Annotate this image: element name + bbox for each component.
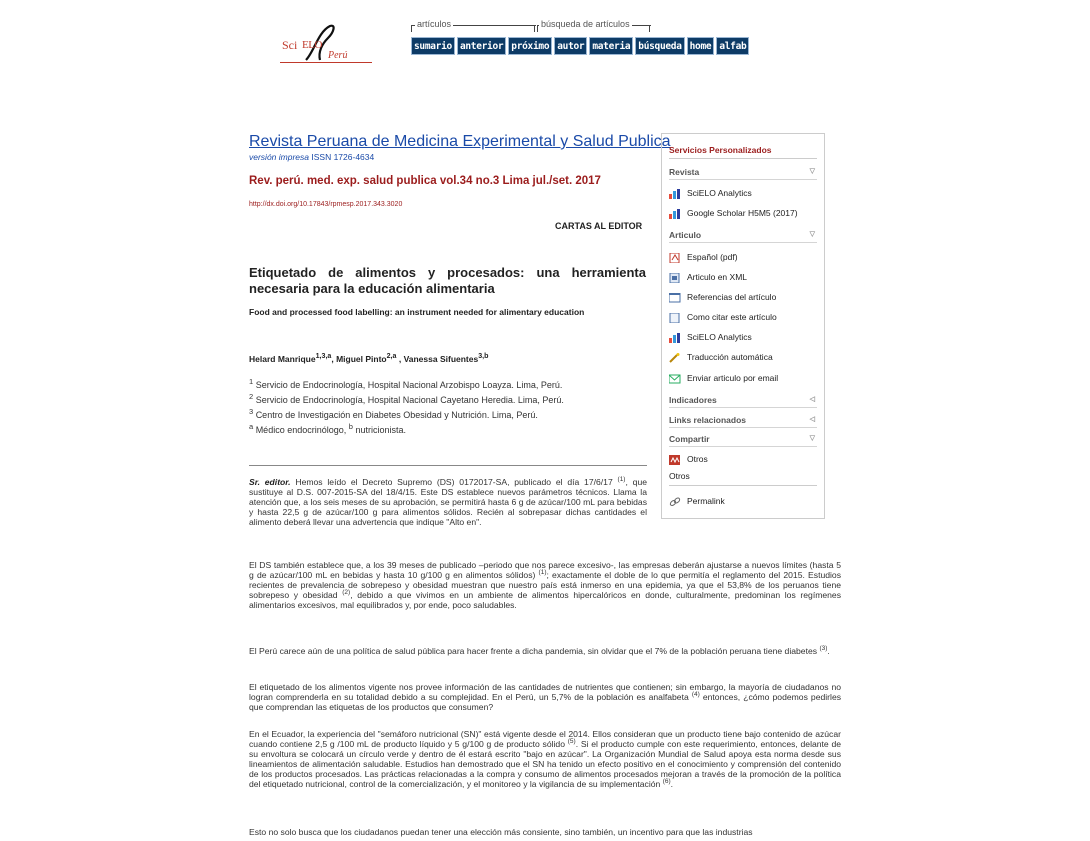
sidebar-item-google-scholar[interactable]: Google Scholar H5M5 (2017) — [669, 208, 798, 219]
sidebar-item-como-citar[interactable]: Como citar este artículo — [669, 312, 777, 323]
chevron-left-icon[interactable]: ◁ — [809, 396, 815, 403]
section-compartir[interactable]: Compartir ▽ — [669, 434, 817, 447]
author-sup: 3,b — [478, 352, 489, 360]
nav-busqueda-button[interactable]: búsqueda — [635, 37, 684, 55]
services-sidebar — [661, 133, 825, 519]
article-title: Etiquetado de alimentos y procesados: una herramienta necesaria para la educación alimentaria — [249, 265, 646, 296]
chevron-down-icon[interactable]: ▽ — [809, 435, 815, 442]
author-name: Helard Manrique — [249, 353, 316, 364]
logo-underline — [280, 62, 372, 63]
issn-value: ISSN 1726-4634 — [311, 152, 375, 162]
body-paragraph-4: El etiquetado de los alimentos vigente nos provee información de las cantidades de nutrientes que contienen; sin embargo, la mayoría de ciudadanos no logran comprenderla en su totalidad debido a su complejidad. En el Perú, un 5,7% de la población es analfabeta $^{(4)}$ entonces, ¿cómo podemos pedirles que comprendan las etiquetas de los productos que consumen? — [249, 682, 842, 713]
citation-ref[interactable]: (5) — [567, 738, 576, 746]
journal-title-link[interactable]: Revista Peruana de Medicina Experimental y Salud Publica — [249, 133, 671, 150]
nav-sumario-button[interactable]: sumario — [411, 37, 455, 55]
section-revista[interactable]: Revista ▽ — [669, 167, 817, 180]
sidebar-item-articulo-xml[interactable]: Articulo en XML — [669, 272, 747, 283]
nav-bar — [411, 37, 749, 55]
author-sup: 1,3,a — [315, 352, 332, 360]
author-name: Vanessa Sifuentes — [403, 353, 479, 364]
chevron-down-icon[interactable]: ▽ — [809, 168, 815, 175]
chevron-left-icon[interactable]: ◁ — [809, 416, 815, 423]
issue-citation: Rev. perú. med. exp. salud publica vol.34 no.3 Lima jul./set. 2017 — [249, 175, 601, 187]
citation-ref[interactable]: (4) — [691, 691, 700, 699]
magic-wand-icon — [669, 353, 681, 363]
logo-elo-text: ELO — [302, 39, 322, 51]
chevron-down-icon[interactable]: ▽ — [809, 231, 815, 238]
logo-peru-text: Perú — [328, 50, 348, 61]
nav-group-labels — [411, 19, 711, 35]
section-articulo[interactable]: Articulo ▽ — [669, 230, 817, 243]
citation-ref[interactable]: (3) — [819, 645, 828, 653]
section-label: CARTAS AL EDITOR — [555, 221, 643, 231]
group-label-articulos: artículos — [417, 19, 452, 29]
author-sup: 2,a — [386, 352, 397, 360]
salutation: Sr. editor. — [249, 477, 291, 487]
nav-autor-button[interactable]: autor — [554, 37, 587, 55]
citation-icon — [669, 313, 681, 323]
author-name: Miguel Pinto — [336, 353, 387, 364]
sidebar-item-espanol-pdf[interactable]: Español (pdf) — [669, 252, 738, 263]
body-paragraph-5: En el Ecuador, la experiencia del "semáforo nutricional (SN)" está vigente desde el 2014. Ellos consideran que un producto tiene bajo contenido de azúcar cuando contiene 2,5 g /100 mL de producto líquido y 5 g/100 g de producto sólido $^{(5)}$. Si el producto cumple con este requerimiento, entonces, delante de su envoltura se colocará un círculo verde y dentro de él estará escrito "bajo en azúcar". La Organización Mundial de Salud apoya esta norma desde sus lineamientos de alimentación saludable. Estudios han demostrado que el SN ha tenido un efecto positivo en el conocimiento y comprensión del contenido de los productos procesados. Las prácticas relacionadas a la compra y consumo de alimentos procesados mejoran a través de la promoción de la política del etiquetado nutricional, control de la comercialización, y el monitoreo y la vigilancia de su implementación $^{(6)}$. — [249, 729, 842, 790]
pdf-icon — [669, 253, 681, 263]
scielo-peru-logo[interactable] — [280, 22, 375, 64]
sidebar-item-otros-share[interactable]: Otros — [669, 454, 708, 465]
sidebar-otros-label[interactable]: Otros — [669, 471, 690, 481]
sidebar-item-traduccion[interactable]: Traducción automática — [669, 352, 773, 363]
nav-materia-button[interactable]: materia — [589, 37, 633, 55]
issn-prefix: versión impresa — [249, 152, 309, 162]
sidebar-item-scielo-analytics-2[interactable]: SciELO Analytics — [669, 332, 752, 343]
affiliation-item: $^2$ Servicio de Endocrinología, Hospital Nacional Cayetano Heredia. Lima, Perú. — [249, 392, 564, 405]
sidebar-title: Servicios Personalizados — [669, 145, 772, 155]
section-indicadores[interactable]: Indicadores ◁ — [669, 395, 817, 408]
issn-line — [249, 152, 374, 162]
affiliation-roles: $^a$ Médico endocrinólogo, $^b$ nutricionista. — [249, 422, 406, 435]
nav-anterior-button[interactable]: anterior — [457, 37, 506, 55]
nav-home-button[interactable]: home — [687, 37, 715, 55]
body-paragraph-3: El Perú carece aún de una política de salud pública para hacer frente a dicha pandemia, sin olvidar que el 7% de la población peruana tiene diabetes $^{(3)}$. — [249, 645, 830, 656]
logo-sci-text: Sci — [282, 38, 298, 52]
xml-document-icon — [669, 273, 681, 283]
affiliations — [249, 376, 564, 436]
body-paragraph-6: Esto no solo busca que los ciudadanos puedan tener una elección más consiente, sino también, un incentivo para que las industrias — [249, 827, 753, 837]
sidebar-item-scielo-analytics[interactable]: SciELO Analytics — [669, 188, 752, 199]
citation-ref[interactable]: (1) — [538, 569, 547, 577]
nav-alfab-button[interactable]: alfab — [716, 37, 749, 55]
bar-chart-icon — [669, 189, 681, 199]
citation-ref[interactable]: (1) — [617, 476, 626, 484]
sidebar-item-referencias[interactable]: Referencias del artículo — [669, 292, 776, 303]
article-subtitle: Food and processed food labelling: an instrument needed for alimentary education — [249, 307, 585, 317]
sidebar-item-permalink[interactable]: Permalink — [669, 496, 725, 507]
link-icon — [669, 497, 681, 507]
divider — [249, 465, 647, 466]
group-label-busqueda: búsqueda de artículos — [541, 19, 630, 29]
bar-chart-icon — [669, 209, 681, 219]
citation-ref[interactable]: (6) — [662, 778, 671, 786]
affiliation-item: $^1$ Servicio de Endocrinología, Hospital Nacional Arzobispo Loayza. Lima, Perú. — [249, 377, 563, 390]
nav-proximo-button[interactable]: próximo — [508, 37, 552, 55]
body-paragraph-2: El DS también establece que, a los 39 meses de publicado –periodo que nos parece excesivo-, las empresas deberán ajustarse a nuevos límites (hasta 5 g de azúcar/100 mL en bebidas y hasta 10 g/100 g en alimentos sólidos) $^{(1)}$; exactamente el doble de lo que permitía el reglamento del 2015. Estudios recientes de prevalencia de sobrepeso y obesidad muestran que nuestro país está inmerso en una epidemia, ya que el 53,8% de los peruanos tiene sobrepeso y obesidad $^{(2)}$, debido a que vivimos en un ambiente de alimentos hipercalóricos en donde, culturalmente, predominan los regímenes alimentarios excesivos, mal equilibrados y, por ende, poco saludables. — [249, 560, 842, 611]
sidebar-item-enviar-email[interactable]: Enviar articulo por email — [669, 373, 778, 384]
share-icon — [669, 455, 681, 465]
citation-ref[interactable]: (2) — [342, 589, 351, 597]
author-list: Helard Manrique$^{1,3,a}$, Miguel Pinto$^{2,a}$ , Vanessa Sifuentes$^{3,b}$ — [249, 352, 489, 364]
body-paragraph-1: Sr. editor. Hemos leído el Decreto Supremo (DS) 0172017-SA, publicado el día 17/6/17 $^{(1)}$, que sustituye al D.S. 007-2015-SA del 18/4/15. Este DS establece nuevos parámetros técnicos. Llama la atención que, a los seis meses de su aprobación, se permitirá hasta 6 g de azúcar/100 mL para bebidas y hasta 22,5 g de azúcar/100 g para alimentos sólidos. Recién al sobrepasar dichas cantidades el alimento deberá llevar una advertencia que indique "Alto en". — [249, 476, 648, 528]
bar-chart-icon — [669, 333, 681, 343]
affiliation-item: $^3$ Centro de Investigación en Diabetes Obesidad y Nutrición. Lima, Perú. — [249, 407, 538, 420]
section-links-relacionados[interactable]: Links relacionados ◁ — [669, 415, 817, 428]
email-icon — [669, 374, 681, 384]
references-window-icon — [669, 293, 681, 303]
doi-link[interactable]: http://dx.doi.org/10.17843/rpmesp.2017.343.3020 — [249, 201, 403, 208]
